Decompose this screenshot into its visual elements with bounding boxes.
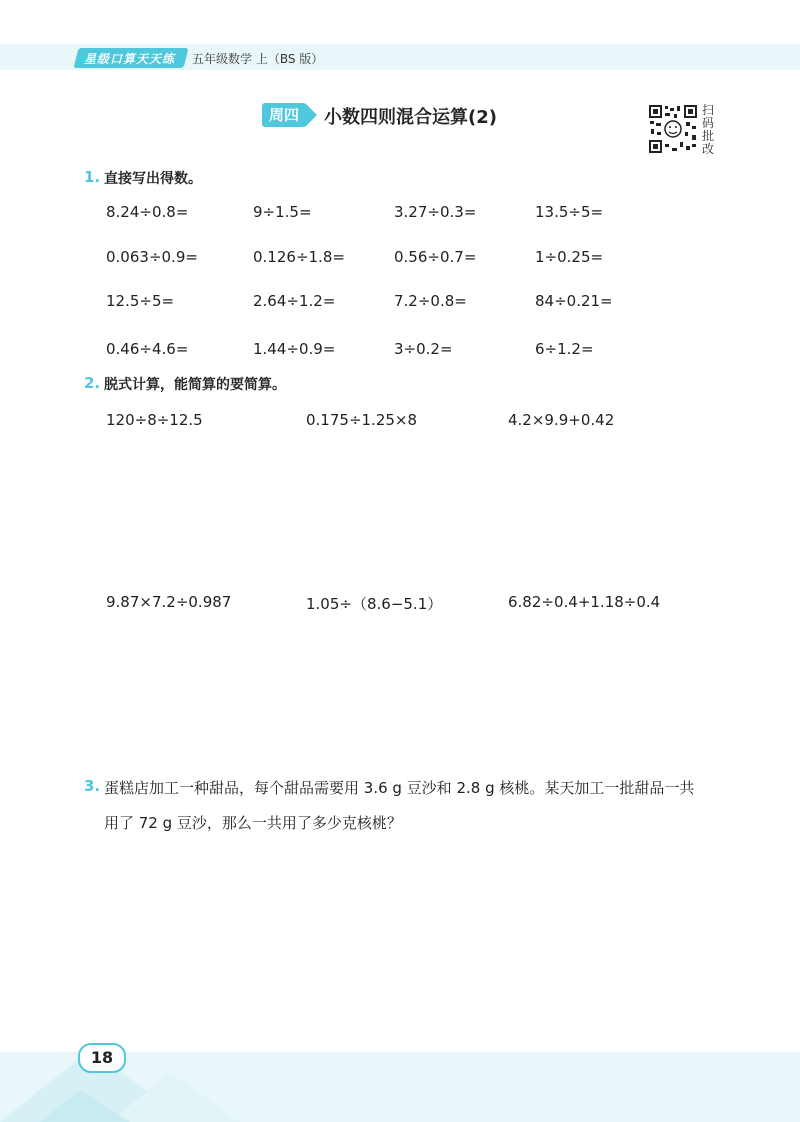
oral-item: 1÷0.25= [535,248,604,266]
calc-item: 1.05÷（8.6−5.1） [306,595,443,613]
page-title: 小数四则混合运算(2) [324,107,497,128]
scan-to-grade-label: 扫码批改 [702,103,715,156]
oral-item: 84÷0.21= [535,292,613,310]
oral-item: 12.5÷5= [106,292,175,310]
question-3-line-2: 用了 72 g 豆沙，那么一共用了多少克核桃？ [104,814,402,832]
day-badge-arrow [305,103,317,127]
calc-item: 4.2×9.9+0.42 [508,411,615,429]
oral-item: 2.64÷1.2= [253,292,336,310]
oral-item: 6÷1.2= [535,340,594,358]
question-3-line-1: 蛋糕店加工一种甜品，每个甜品需要用 3.6 g 豆沙和 2.8 g 核桃。某天加工一批甜品一共 [104,779,695,797]
page-number: 18 [78,1043,126,1073]
oral-item: 1.44÷0.9= [253,340,336,358]
qr-code-icon[interactable] [648,104,698,154]
oral-item: 3.27÷0.3= [394,203,477,221]
oral-item: 8.24÷0.8= [106,203,189,221]
book-title: 五年级数学 上（BS 版） [192,52,324,66]
question-2-number: 2. [84,374,101,392]
series-name: 星级口算天天练 [84,52,176,66]
calc-item: 9.87×7.2÷0.987 [106,593,232,611]
oral-item: 0.46÷4.6= [106,340,189,358]
footer-decoration [0,1030,800,1122]
question-1-number: 1. [84,168,101,186]
oral-item: 3÷0.2= [394,340,453,358]
oral-item: 0.126÷1.8= [253,248,345,266]
question-3-number: 3. [84,777,101,795]
question-2-title: 脱式计算，能简算的要简算。 [104,377,286,393]
oral-item: 9÷1.5= [253,203,312,221]
oral-item: 13.5÷5= [535,203,604,221]
calc-item: 6.82÷0.4+1.18÷0.4 [508,593,661,611]
calc-item: 0.175÷1.25×8 [306,411,418,429]
oral-item: 0.56÷0.7= [394,248,477,266]
calc-item: 120÷8÷12.5 [106,411,203,429]
question-1-title: 直接写出得数。 [104,171,202,187]
day-badge: 周四 [262,103,306,127]
oral-item: 0.063÷0.9= [106,248,198,266]
oral-item: 7.2÷0.8= [394,292,467,310]
